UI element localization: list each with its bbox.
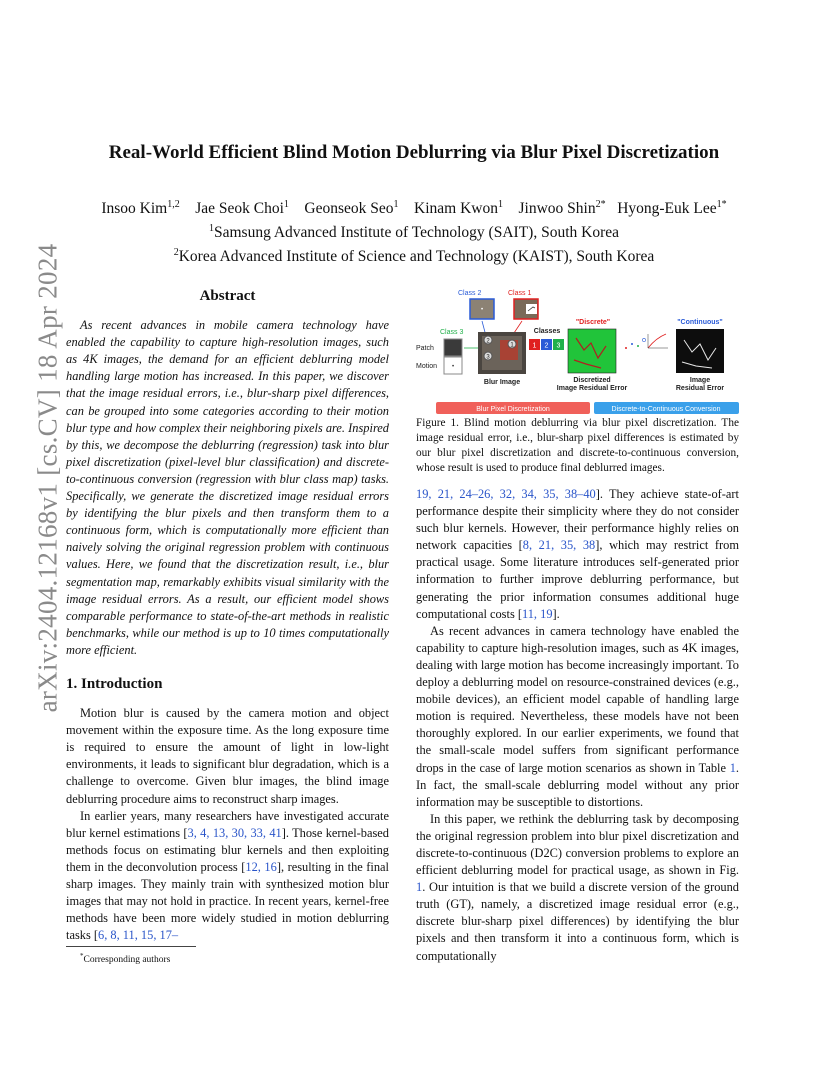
footnote: *Corresponding authors [80, 952, 171, 966]
image-label: Image [689, 377, 711, 384]
author-name: Insoo Kim [101, 200, 168, 218]
paragraph: Motion blur is caused by the camera motion and object movement within the exposure time. As the long exposure time is required to ensure the amount of light in low-light environments, it leads to significant blur degradation, which is a challenge to overcome. Given blur images, the blind image deblurring procedure aims to reconstruct sharp images. [66, 706, 389, 806]
author-name: Jinwoo Shin [518, 200, 596, 218]
section-heading: 1. Introduction [66, 675, 163, 692]
author-name: Geonseok Seo [304, 200, 394, 218]
point-icon [631, 343, 633, 345]
citation-link[interactable]: 12, 16 [245, 859, 277, 874]
citation-link[interactable]: 11, 19 [522, 606, 553, 621]
point-icon [637, 345, 639, 347]
left-column [66, 288, 389, 944]
arxiv-id: arXiv:2404.12168v1 [cs.CV] 18 Apr 2024 [32, 243, 63, 713]
citation-link[interactable]: 19, 21, 24–26, 32, 34, 35, 38–40 [416, 487, 596, 501]
discretized-label: Discretized [573, 377, 611, 384]
author-name: Kinam Kwon [414, 200, 498, 218]
conversion-stage-label: Discrete-to-Continuous Conversion [611, 406, 721, 413]
discrete-label: "Discrete" [575, 319, 611, 326]
patch-label: Patch [416, 345, 434, 352]
continuous-label: "Continuous" [677, 319, 723, 326]
step-1-number: 1 [510, 342, 514, 349]
class3-label: Class 3 [440, 329, 464, 336]
affiliation: $^1$Samsung Advanced Institute of Technology (SAIT), South Korea [208, 223, 619, 242]
abstract-text: As recent advances in mobile camera technology have enabled the capability to capture high-resolution images, such as 4K images, the demand for an efficient deblurring model handling large motion has increased. In this paper, we discover that the image residual errors, i.e., blur-sharp pixel differences, can be grouped into some categories according to their motion blur type and how complex their neighboring pixels are. Inspired by this, we decompose the deblurring (regression) task into blur pixel discretization (pixel-level blur classification) and discrete-to-continuous conversion (regression with blur class map) tasks. Specifically, we generate the discretized image residual errors by identifying the blur pixels and then transform them to a continuous form, which is computationally more efficient than naively solving the original regression problem with continuous values. Here, we found that the discretization result, i.e., blur segmentation map, remarkably exhibits visual similarity with the image residual errors. As a result, our efficient model shows comparable performance to state-of-the-art methods in realistic benchmarks, while our method is up to 10 times computationally more efficient. [66, 318, 389, 657]
figure-link[interactable]: 1 [416, 880, 423, 895]
abstract-heading: Abstract [199, 288, 256, 304]
class2-label: Class 2 [458, 290, 482, 297]
author-list: Insoo Kim$^{1,2}$ Jae Seok Choi$^1$ Geonseok Seo$^1$ Kinam Kwon$^1$ Jinwoo Shin$^{2*}$ Hyong-Euk Lee$^{1*}$ [101, 199, 727, 218]
class2-dot-icon: • [480, 307, 484, 313]
point-icon [642, 338, 645, 341]
table-link[interactable]: 1 [729, 760, 736, 775]
figure-diagram [416, 288, 739, 416]
discretized-label-2: Image Residual Error [556, 385, 628, 392]
author-name: Jae Seok Choi [195, 200, 284, 218]
class-2-number: 2 [544, 342, 549, 350]
class-3-number: 3 [556, 342, 561, 350]
discretized-map [568, 329, 616, 373]
motion-dot-icon: • [451, 364, 455, 370]
paper-title: Real-World Efficient Blind Motion Deblurring via Blur Pixel Discretization [108, 142, 720, 163]
affiliation: $^2$Korea Advanced Institute of Science and Technology (KAIST), South Korea [173, 247, 655, 266]
class1-label: Class 1 [508, 290, 532, 297]
citation-link[interactable]: 6, 8, 11, 15, 17– [98, 928, 179, 943]
figure-1 [416, 288, 739, 416]
citation-link[interactable]: 8, 21, 35, 38 [522, 538, 596, 553]
author-block [0, 195, 828, 267]
paragraph: 19, 21, 24–26, 32, 34, 35, 38–40]. They achieve state-of-art performance despite their simplicity where they do not consider such blur kernels. However, their performance highly relies on network capacities [8, 21, 35, 38], which may restrict from practical usage. Some literature introduces self-generated prior information to further improve deblurring performance, but generating the prior information consumes additional huge computational costs [11, 19]. [416, 487, 739, 621]
right-column [416, 288, 739, 965]
image-label-2: Residual Error [675, 385, 725, 392]
figure-caption: Figure 1. Blind motion deblurring via blur pixel discretization. The image residual error, i.e., blur-sharp pixel differences is estimated by our blur pixel discretization and discrete-to-continuous conversion, whose result is used to produce final deblurred images. [416, 417, 739, 474]
motion-label: Motion [416, 363, 438, 370]
step-3-number: 3 [486, 354, 490, 361]
point-icon [625, 347, 627, 349]
discretization-stage-label: Blur Pixel Discretization [476, 406, 550, 413]
paragraph: In this paper, we rethink the deblurring task by decomposing the original regression problem into blur pixel discretization and discrete-to-continuous (D2C) conversion problems to explore an efficient deblurring model for practical usage, as shown in Fig. 1. Our intuition is that we build a discrete version of the ground truth (GT), namely, a discretized image residual error (e.g., discrete blur-sharp pixel differences) by identifying the blur pixels and then transform it into a continuous form, which is computationally [416, 811, 739, 963]
step-2-number: 2 [486, 338, 490, 345]
citation-link[interactable]: 3, 4, 13, 30, 33, 41 [187, 825, 282, 840]
class-1-number: 1 [532, 342, 537, 350]
paragraph: As recent advances in camera technology have enabled the capability to capture high-resolution images, such as 4K images, dealing with large motion has become increasingly important. To deploy a deblurring model on resource-constrained devices (e.g., mobile devices), an efficient model capable of handling large motion is required. Nevertheless, these models have not been thoroughly explored. In our earlier experiments, we found that the small-scale model suffers from significant performance drops in the case of large motion scenarios as shown in Table 1. In fact, the small-scale deblurring model without any prior information may be susceptible to distortions. [416, 623, 739, 809]
class1-motion [526, 304, 537, 314]
author-name: Hyong-Euk Lee [617, 200, 717, 218]
blur-image-label: Blur Image [483, 379, 521, 386]
curve-icon [648, 334, 666, 348]
classes-label: Classes [533, 328, 561, 335]
footnote-rule [66, 946, 196, 947]
class3-patch [444, 339, 462, 356]
paragraph: In earlier years, many researchers have investigated accurate blur kernel estimations [3, 4, 13, 30, 33, 41]. Those kernel-based methods focus on estimating blur kernels and then exploiting them in the deconvolution process [12, 16], resulting in the final sharp images. They mainly train with synthesized motion blur images that may not hold in practice. In recent years, kernel-free methods have been more widely studied in motion deblurring tasks [6, 8, 11, 15, 17– [66, 808, 390, 943]
